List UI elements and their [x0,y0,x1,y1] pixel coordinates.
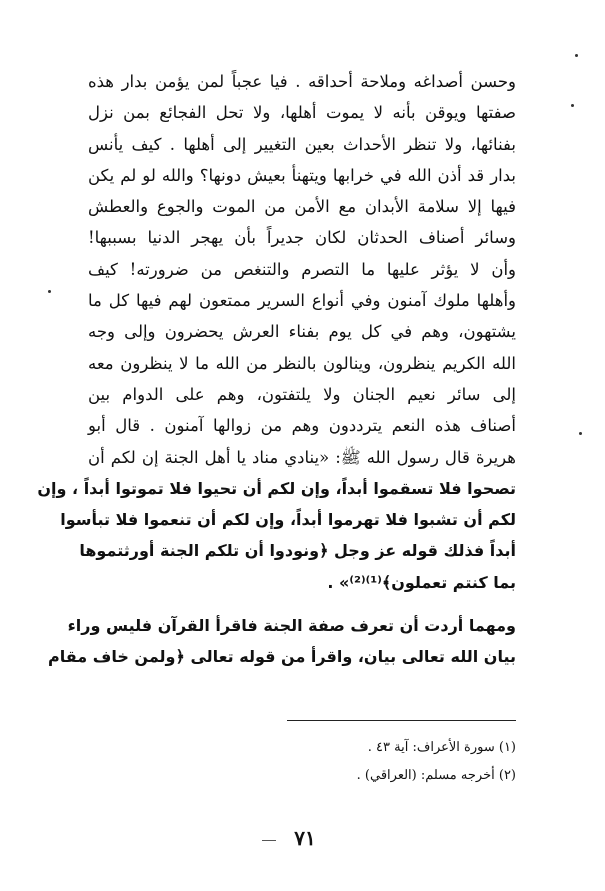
text-line-8: وأهلها ملوك آمنون وفي أنواع السرير ممتعون لهم فيها كل ما [88,291,516,311]
text-line-11: إلى سائر نعيم الجنان ولا يلتفتون، وهم على الدوام بين [88,384,516,404]
footnote-1: (١) سورة الأعراف: آية ٤٣ . [367,740,516,755]
hadith-line-3: أبداً فذلك قوله عز وجل ﴿ونودوا أن تلكم الجنة أورثتموها [79,541,516,561]
text-line-4: بدار قد أذن الله في خرابها ويتهنأ بعيش دونها؟ والله لو لم يكن [88,165,516,185]
text-line-7: وأن لا يؤثر عليها ما التصرم والتنغص من ضرورته! كيف [88,259,516,279]
hadith-line-4: بما كنتم تعملون﴾⁽¹⁾⁽²⁾» . [327,572,516,592]
scan-speck [571,104,574,107]
text-line-2: صفتها ويوقن بأنه لا يموت أهلها، ولا تحل الفجائع بمن نزل [88,103,516,123]
paragraph-line-1: ومهما أردت أن تعرف صفة الجنة فاقرأ القرآن فليس وراء [67,616,516,636]
hadith-line-2: لكم أن تشبوا فلا تهرموا أبداً، وإن لكم أن تنعموا فلا تبأسوا [60,510,516,530]
text-line-10: الله الكريم ينظرون، وينالون بالنظر من الله ما لا ينظرون معه [88,353,516,373]
scan-speck [579,432,582,435]
footnotes [290,734,516,790]
text-line-1: وحسن أصداغه وملاحة أحداقه . فيا عجباً لمن يؤمن بدار هذه [88,72,516,91]
text-line-12: أصناف هذه النعم يترددون وهم من زوالها آمنون . قال أبو [88,416,516,436]
page-number-dash [262,840,276,841]
footnote-divider [287,720,516,721]
text-line-3: بفنائها، ولا تنظر الأحداث بعين التغيير إلى أهلها . كيف يأنس [88,134,516,154]
text-line-13: هريرة قال رسول الله ﷺ: «ينادي مناد يا أهل الجنة إن لكم أن [88,447,516,467]
hadith-line-1: تصحوا فلا تسقموا أبداً، وإن لكم أن تحيوا فلا تموتوا أبداً ، وإن [37,478,516,498]
main-text [37,66,516,673]
footnote-2: (٢) أخرجه مسلم: (العراقي) . [356,768,516,783]
text-line-9: يشتهون، وهم في كل يوم بفناء العرش يحضرون وإلى وجه [88,322,516,342]
paragraph-line-2: بيان الله تعالى بيان، واقرأ من قوله تعالى ﴿ولمن خاف مقام [48,647,516,667]
scan-speck [575,54,578,57]
scan-speck [48,290,51,293]
text-line-6: وسائر أصناف الحدثان لكان جديراً بأن يهجر الدنيا بسببها! [88,228,516,248]
text-line-5: فيها إلا سلامة الأبدان مع الأمن من الموت والجوع والعطش [88,197,516,217]
page-number: ٧١ [294,826,316,850]
